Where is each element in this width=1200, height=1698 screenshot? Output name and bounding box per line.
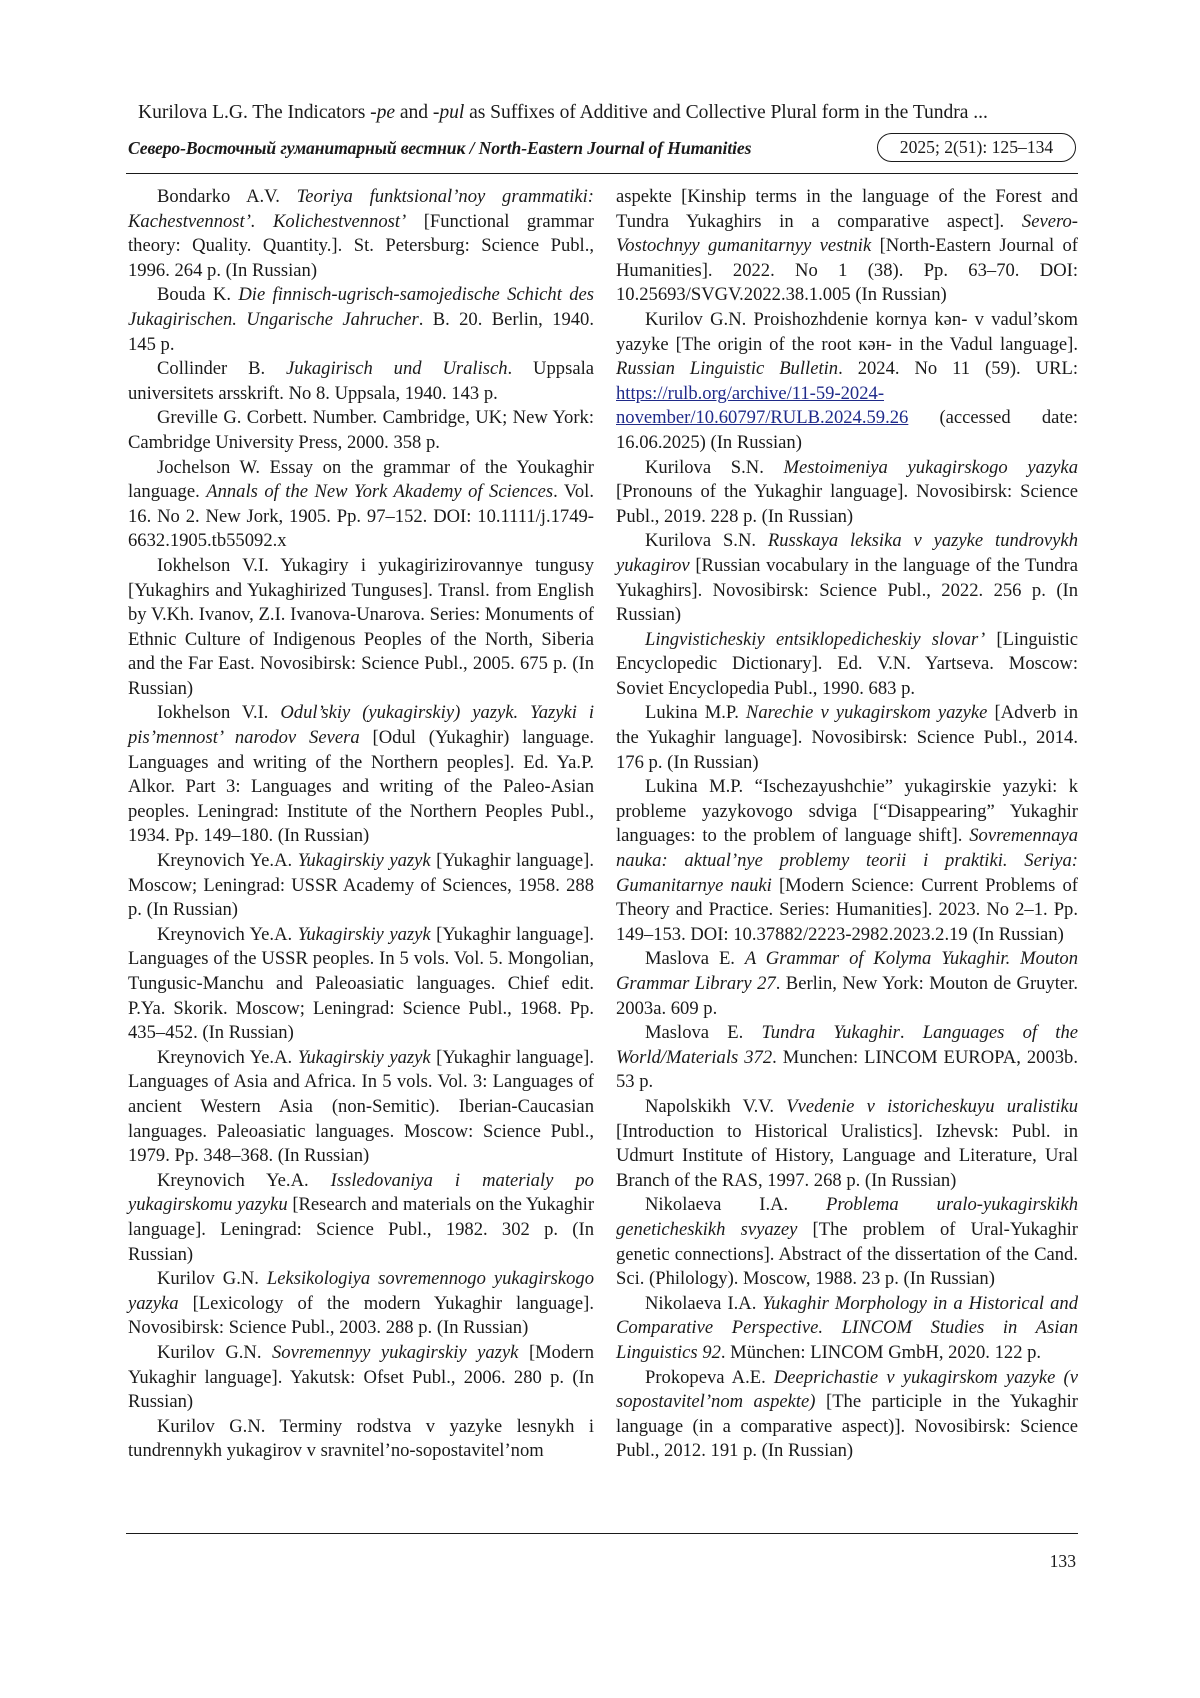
reference-italic-title: Issledovaniya i materialy po yukagirskomu yazyku	[128, 1169, 594, 1216]
reference-text: Kurilova L.G. The Indicators	[138, 102, 371, 123]
reference-entry	[616, 529, 1078, 627]
reference-italic-title: Leksikologiya sovremennogo yukagirskogo yazyka	[128, 1268, 595, 1314]
reference-entry	[128, 357, 594, 406]
reference-text: Iokhelson V.I. Yukagiry i yukagirizirovannye tungusy [Yukaghirs and Yukaghirized Tunguses]. Transl. from English by V.Kh. Ivanov, Z.I. Ivanova-Unarova. Series: Monuments of Ethnic Culture of Indigenous Peoples of the North, Siberia and the Far East. Novosibirsk: Science Publ., 2005. 675 p. (In Russian)	[128, 554, 594, 699]
reference-entry	[128, 456, 594, 554]
reference-italic-title: Problema uralo-yukagirskikh geneticheskikh svyazey	[616, 1194, 1079, 1240]
reference-entry	[128, 1046, 594, 1169]
reference-text: (accessed date: 16.06.2025) (In Russian)	[616, 407, 1078, 453]
journal-title: Северо-Восточный гуманитарный вестник / North-Eastern Journal of Humanities	[128, 138, 752, 158]
running-header	[138, 101, 988, 125]
reference-text: [Modern Science: Current Problems of Theory and Practice. Series: Humanities]. 2023. No 2–1. Pp. 149–153. DOI: 10.37882/2223-2982.2023.2.19 (In Russian)	[616, 874, 1078, 945]
reference-text: [Yukaghir language]. Languages of Asia and Africa. In 5 vols. Vol. 3: Languages of ancient Western Asia (non-Semitic). Iberian-Caucasian languages. Paleoasiatic languages. Moscow: Science Publ., 1979. Pp. 348–368. (In Russian)	[128, 1046, 594, 1167]
header-divider	[126, 173, 1078, 174]
issue-badge: 2025; 2(51): 125–134	[877, 133, 1076, 162]
reference-entry	[128, 554, 594, 702]
reference-text: [Linguistic Encyclopedic Dictionary]. Ed. V.N. Yartseva. Moscow: Soviet Encyclopedia Publ., 1990. 683 p.	[616, 628, 1078, 699]
reference-italic-title: Russkaya leksika v yazyke tundrovykh yukagirov	[616, 530, 1078, 576]
reference-column-right	[616, 185, 1078, 1464]
reference-italic-title: Odul’skiy (yukagirskiy) yazyk. Yazyki i pis’mennost’ narodov Severa	[128, 702, 594, 749]
reference-italic-title: Severo-Vostochnyy gumanitarnyy vestnik	[616, 210, 1078, 257]
reference-italic-title: Yukagirskiy yazyk	[297, 850, 431, 872]
reference-text: Collinder B.	[157, 358, 287, 380]
reference-text: Jochelson W. Essay on the grammar of the Youkaghir language.	[128, 456, 594, 503]
reference-italic-title: Yukaghir Morphology in a Historical and Comparative Perspective. LINCOM Studies in Asian Linguistics 92	[616, 1292, 1079, 1363]
reference-italic-title: Yukagirskiy yazyk	[297, 923, 431, 945]
reference-entry	[128, 283, 594, 357]
reference-text: Nikolaeva I.A.	[645, 1292, 763, 1314]
reference-text: [North-Eastern Journal of Humanities]. 2022. No 1 (38). Pp. 63–70. DOI: 10.25693/SVGV.2022.38.1.005 (In Russian)	[616, 235, 1078, 306]
reference-text: [Modern Yukaghir language]. Yakutsk: Ofset Publ., 2006. 280 p. (In Russian)	[128, 1341, 594, 1413]
reference-entry	[128, 701, 594, 849]
reference-text: and	[395, 102, 433, 123]
reference-text: [Yukaghir language]. Languages of the USSR peoples. In 5 vols. Vol. 5. Mongolian, Tungusic-Manchu and Paleoasiatic languages. Chief edit. P.Ya. Skorik. Moscow; Leningrad: Science Publ., 1968. Pp. 435–452. (In Russian)	[128, 923, 594, 1044]
reference-text: Kreynovich Ye.A.	[157, 850, 298, 872]
reference-text: Prokopeva A.E.	[645, 1366, 774, 1388]
reference-text: as Suffixes of Additive and Collective Plural form in the Tundra ...	[464, 102, 988, 123]
reference-text: Bondarko A.V.	[157, 186, 297, 207]
reference-text: Kreynovich Ye.A.	[157, 923, 298, 945]
reference-entry	[128, 1169, 594, 1267]
reference-entry	[616, 1021, 1078, 1095]
reference-text: . Uppsala universitets arsskrift. No 8. Uppsala, 1940. 143 p.	[128, 358, 594, 404]
reference-entry	[616, 456, 1078, 530]
reference-italic-title: -pe	[370, 102, 396, 123]
reference-italic-title: Languages of the World/Materials 372	[616, 1022, 1078, 1068]
reference-text: [Functional grammar theory: Quality. Quantity.]. St. Petersburg: Science Publ., 1996. 264 p. (In Russian)	[128, 210, 594, 281]
reference-link[interactable]: https://rulb.org/archive/11-59-2024-november/10.60797/RULB.2024.59.26	[616, 382, 909, 429]
reference-italic-title: Sovremennyy yukagirskiy yazyk	[272, 1341, 519, 1363]
reference-text: . Munchen: LINCOM EUROPA, 2003b. 53 p.	[616, 1046, 1078, 1093]
reference-italic-title: Vvedenie v istoricheskuyu uralistiku	[786, 1095, 1078, 1117]
reference-text: . Berlin, New York: Mouton de Gruyter. 2003a. 609 p.	[616, 973, 1078, 1019]
reference-entry	[128, 1267, 594, 1341]
reference-text: Greville G. Corbett. Number. Cambridge, UK; New York: Cambridge University Press, 2000. 358 p.	[128, 407, 594, 453]
reference-text: Kreynovich Ye.A.	[157, 1046, 298, 1068]
reference-entry	[616, 947, 1078, 1021]
reference-text: Maslova E.	[645, 1022, 762, 1044]
reference-text: .	[899, 1022, 923, 1044]
reference-text: Maslova E.	[645, 948, 745, 970]
reference-text: [Russian vocabulary in the language of the Tundra Yukaghirs]. Novosibirsk: Science Publ., 2022. 256 p. (In Russian)	[616, 554, 1078, 626]
reference-text: Kreynovich Ye.A.	[157, 1169, 331, 1191]
page-number: 133	[1049, 1551, 1076, 1571]
reference-text: . München: LINCOM GmbH, 2020. 122 p.	[720, 1341, 1042, 1363]
reference-italic-title: Narechie v yukagirskom yazyke	[745, 702, 988, 724]
reference-text: Napolskikh V.V.	[645, 1095, 787, 1117]
reference-italic-title: Russian Linguistic Bulletin	[616, 358, 839, 380]
reference-text: [Introduction to Historical Uralistics]. Izhevsk: Publ. in Udmurt Institute of History, Language and Literature, Ural Branch of the RAS, 1997. 268 p. (In Russian)	[616, 1120, 1078, 1191]
reference-column-left	[128, 185, 594, 1464]
reference-italic-title: Mestoimeniya yukagirskogo yazyka	[783, 456, 1078, 478]
reference-text: Kurilov G.N.	[157, 1341, 272, 1363]
footer-divider	[126, 1533, 1078, 1534]
reference-italic-title: -pul	[432, 102, 465, 123]
reference-italic-title: Jukagirisch und Uralisch	[286, 358, 508, 380]
reference-italic-title: Deeprichastie v yukagirskom yazyke (v sopostavitel’nom aspekte)	[616, 1366, 1078, 1413]
reference-italic-title: Yukagirskiy yazyk	[297, 1046, 431, 1068]
reference-text: Kurilov G.N. Proishozhdenie kornya kən- v vadul’skom yazyke [The origin of the root кəн- in the Vadul language].	[616, 308, 1078, 355]
reference-text: . 2024. No 11 (59). URL:	[838, 358, 1078, 380]
reference-text: Nikolaeva I.A.	[645, 1194, 827, 1216]
reference-text: [Odul (Yukaghir) language. Languages and writing of the Northern peoples]. Ed. Ya.P. Alkor. Part 3: Languages and writing of the Paleo-Asian peoples. Leningrad: Institute of the Northern Peoples Publ., 1934. Pp. 149–180. (In Russian)	[128, 727, 594, 847]
reference-text: . B. 20. Berlin, 1940. 145 p.	[128, 308, 594, 355]
reference-text: [The problem of Ural-Yukaghir genetic connections]. Abstract of the dissertation of the Cand. Sci. (Philology). Moscow, 1988. 23 p. (In Russian)	[616, 1218, 1078, 1290]
reference-text: . Vol. 16. No 2. New Jork, 1905. Pp. 97–152. DOI: 10.1111/j.1749-6632.1905.tb55092.x	[128, 481, 594, 552]
reference-italic-title: Die finnisch-ugrisch-samojedische Schicht des Jukagirischen. Ungarische Jahrucher	[128, 284, 594, 330]
reference-italic-title: Sovremennaya nauka: aktual’nye problemy teorii i praktiki. Seriya: Gumanitarnye nauki	[616, 825, 1078, 896]
reference-entry	[128, 1415, 594, 1464]
reference-italic-title: Lingvisticheskiy entsiklopedicheskiy slovar’	[645, 628, 986, 650]
reference-text: aspekte [Kinship terms in the language of the Forest and Tundra Yukaghirs in a comparative aspect].	[616, 186, 1078, 232]
reference-text: [Yukaghir language]. Moscow; Leningrad: USSR Academy of Sciences, 1958. 288 p. (In Russian)	[128, 850, 594, 921]
reference-text: [Lexicology of the modern Yukaghir language]. Novosibirsk: Science Publ., 2003. 288 p. (In Russian)	[128, 1292, 594, 1339]
reference-entry	[616, 775, 1078, 947]
reference-entry	[616, 1292, 1078, 1366]
reference-entry	[616, 1193, 1078, 1291]
reference-text: Lukina M.P.	[645, 702, 746, 724]
reference-text: [Pronouns of the Yukaghir language]. Novosibirsk: Science Publ., 2019. 228 p. (In Russian)	[616, 481, 1078, 527]
reference-entry	[128, 849, 594, 923]
reference-italic-title: Teoriya funktsional’noy grammatiki: Kachestvennost’. Kolichestvennost’	[128, 186, 594, 232]
reference-italic-title: Annals of the New York Akademy of Sciences	[206, 481, 554, 503]
reference-entry	[128, 406, 594, 455]
reference-entry	[616, 1095, 1078, 1193]
reference-entry	[616, 628, 1078, 702]
reference-entry	[128, 1341, 594, 1415]
reference-entry	[616, 308, 1078, 456]
reference-entry	[128, 923, 594, 1046]
reference-entry	[616, 1366, 1078, 1464]
reference-text: Iokhelson V.I.	[157, 702, 281, 724]
reference-text: Kurilova S.N.	[645, 530, 768, 552]
reference-text: Kurilov G.N. Terminy rodstva v yazyke lesnykh i tundrennykh yukagirov v sravnitel’no-sopostavitel’nom	[128, 1415, 594, 1462]
reference-text: Bouda K.	[157, 284, 239, 306]
reference-entry	[128, 185, 594, 283]
reference-text: Lukina M.P. “Ischezayushchie” yukagirskie yazyki: k probleme yazykovogo sdviga [“Disappearing” Yukaghir languages: to the problem of language shift].	[616, 776, 1078, 847]
reference-italic-title: Tundra Yukaghir	[761, 1022, 900, 1044]
reference-text: Kurilova S.N.	[645, 456, 784, 478]
reference-entry	[616, 185, 1078, 308]
reference-text: [Research and materials on the Yukaghir language]. Leningrad: Science Publ., 1982. 302 p. (In Russian)	[128, 1194, 595, 1265]
reference-italic-title: A Grammar of Kolyma Yukaghir. Mouton Grammar Library 27	[616, 948, 1079, 994]
reference-text: Kurilov G.N.	[157, 1268, 267, 1290]
reference-text: [Adverb in the Yukaghir language]. Novosibirsk: Science Publ., 2014. 176 p. (In Russian)	[616, 702, 1078, 773]
reference-entry	[616, 701, 1078, 775]
reference-text: [The participle in the Yukaghir language (in a comparative aspect)]. Novosibirsk: Science Publ., 2012. 191 p. (In Russian)	[616, 1391, 1078, 1462]
